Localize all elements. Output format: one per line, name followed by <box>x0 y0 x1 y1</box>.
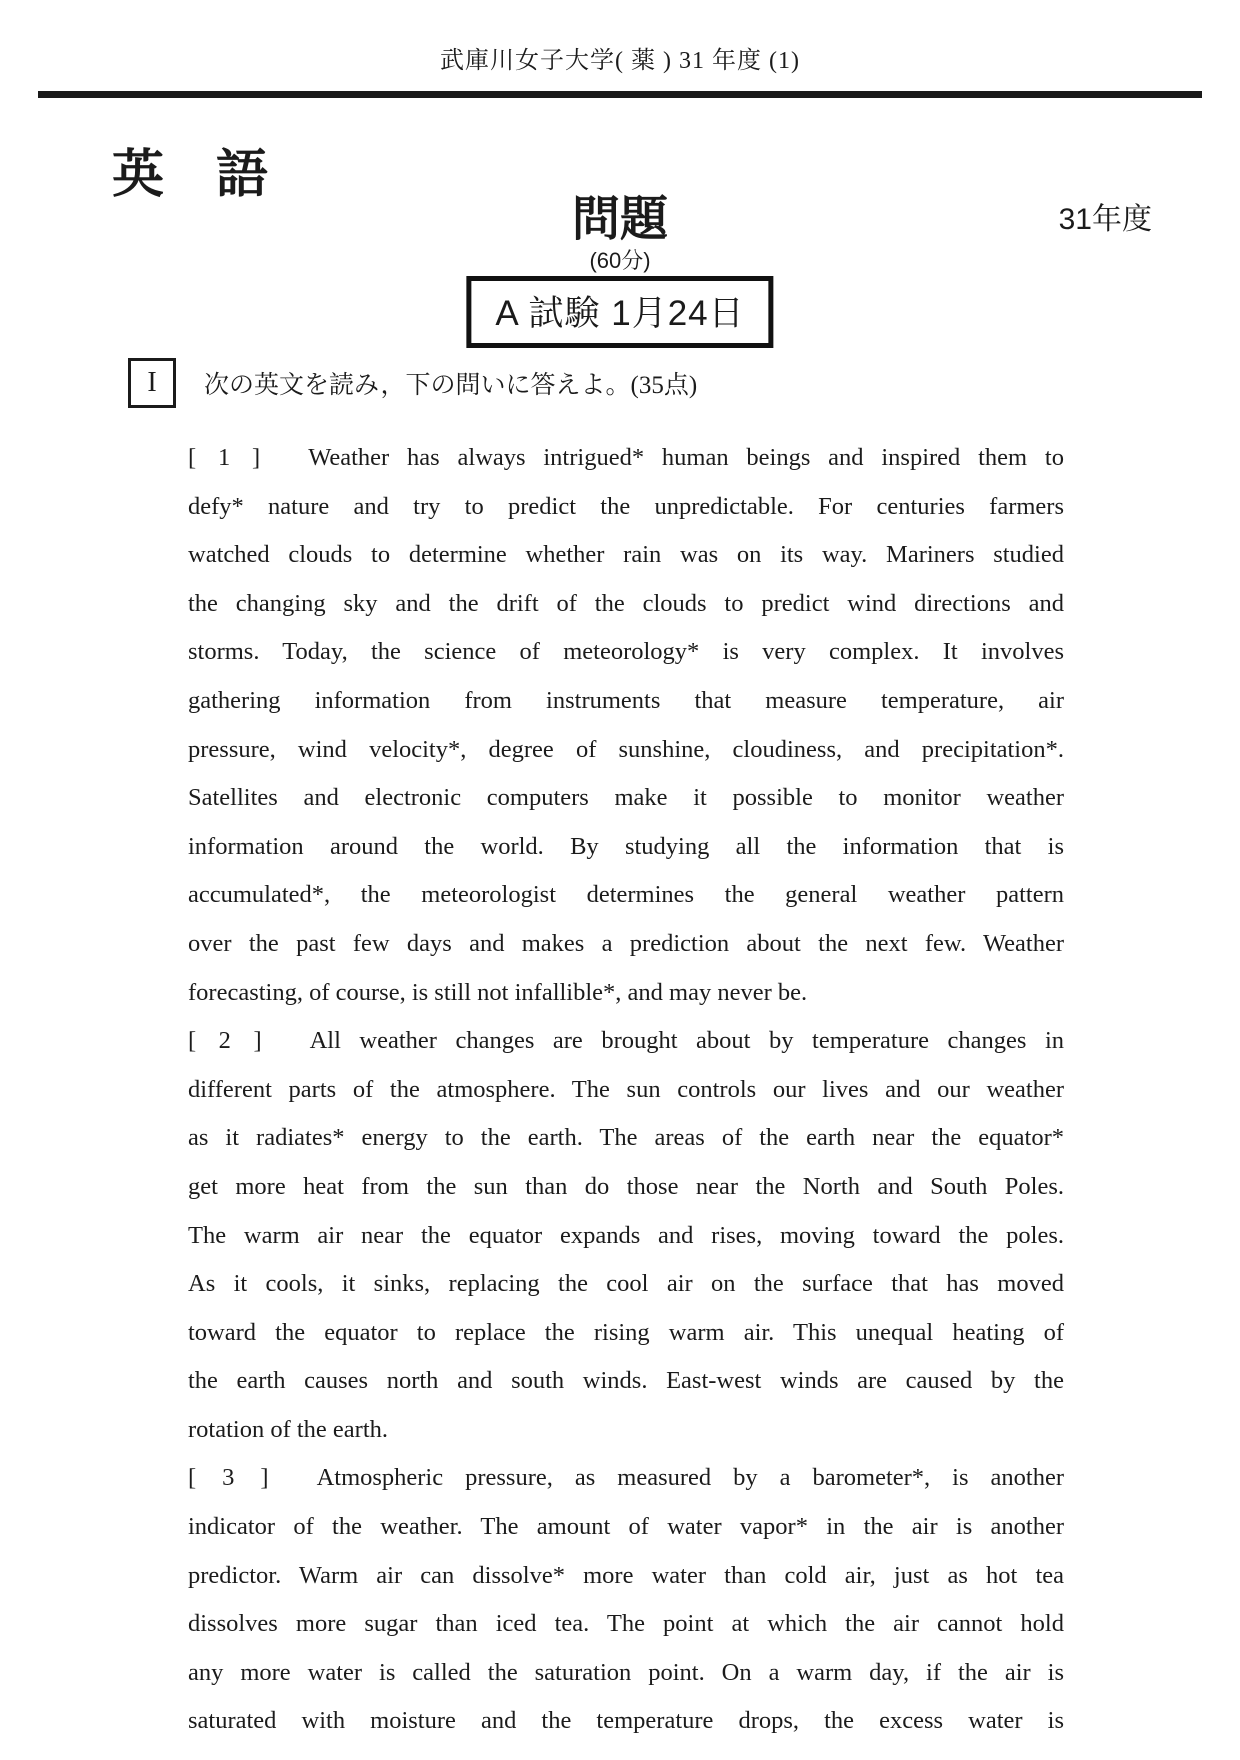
subject-title: 英 語 <box>112 146 269 204</box>
passage-line: the earth causes north and south winds. East-west winds are caused by the <box>188 1367 1064 1395</box>
section-number-box: I <box>128 358 176 408</box>
passage-line: toward the equator to replace the rising warm air. This unequal heating of <box>188 1318 1064 1346</box>
passage-line: information around the world. By studying all the information that is <box>188 832 1064 860</box>
passage-line: any more water is called the saturation point. On a warm day, if the air is <box>188 1658 1064 1686</box>
passage-line: storms. Today, the science of meteorology* is very complex. It involves <box>188 638 1064 666</box>
passage-line: Satellites and electronic computers make it possible to monitor weather <box>188 784 1064 812</box>
paragraph-label: [ 1 ] <box>188 444 263 471</box>
passage-line: gathering information from instruments that measure temperature, air <box>188 686 1064 714</box>
passage-line: The warm air near the equator expands and rises, moving toward the poles. <box>188 1221 1064 1249</box>
passage-line: As it cools, it sinks, replacing the cool air on the surface that has moved <box>188 1270 1064 1298</box>
passage-line: dissolves more sugar than iced tea. The point at which the air cannot hold <box>188 1610 1064 1638</box>
passage-line: as it radiates* energy to the earth. The areas of the earth near the equator* <box>188 1124 1064 1152</box>
paragraph-1 <box>188 434 1064 1017</box>
header-rule <box>38 91 1202 98</box>
passage-line: forecasting, of course, is still not infallible*, and may never be. <box>188 978 808 1006</box>
passage-line: over the past few days and makes a prediction about the next few. Weather <box>188 929 1064 957</box>
reading-passage <box>188 434 1064 1746</box>
paragraph-line-text: Weather has always intrigued* human beings and inspired them to <box>308 444 1064 471</box>
passage-line: get more heat from the sun than do those near the North and South Poles. <box>188 1172 1064 1200</box>
passage-line: watched clouds to determine whether rain was on its way. Mariners studied <box>188 541 1064 569</box>
paragraph-3 <box>188 1454 1064 1746</box>
section-heading <box>128 358 1240 408</box>
year-label: 31年度 <box>1058 203 1152 236</box>
passage-line: accumulated*, the meteorologist determines the general weather pattern <box>188 881 1064 909</box>
exam-session-box: A 試験 1月24日 <box>466 276 773 348</box>
page-header: 武庫川女子大学( 薬 ) 31 年度 (1) <box>440 48 800 74</box>
paragraph-label: [ 3 ] <box>188 1464 271 1492</box>
passage-line: different parts of the atmosphere. The sun controls our lives and our weather <box>188 1075 1064 1103</box>
passage-line <box>188 434 1064 483</box>
exam-duration: (60分) <box>589 248 651 273</box>
passage-line <box>188 1454 1064 1503</box>
passage-line: the changing sky and the drift of the clouds to predict wind directions and <box>188 589 1064 617</box>
passage-line <box>188 1017 1064 1066</box>
passage-line: rotation of the earth. <box>188 1415 389 1443</box>
title-area <box>0 98 1240 358</box>
passage-line: predictor. Warm air can dissolve* more water than cold air, just as hot tea <box>188 1561 1064 1589</box>
paragraph-label: [ 2 ] <box>188 1027 264 1055</box>
paragraph-line-text: Atmospheric pressure, as measured by a barometer*, is another <box>316 1464 1064 1492</box>
paragraph-2 <box>188 1017 1064 1454</box>
passage-line: saturated with moisture and the temperature drops, the excess water is <box>188 1707 1064 1735</box>
exam-title: 問題 <box>571 193 669 246</box>
paragraph-line-text: All weather changes are brought about by temperature changes in <box>309 1027 1064 1055</box>
passage-line: defy* nature and try to predict the unpredictable. For centuries farmers <box>188 492 1064 520</box>
passage-line: indicator of the weather. The amount of water vapor* in the air is another <box>188 1513 1064 1541</box>
passage-line: pressure, wind velocity*, degree of sunshine, cloudiness, and precipitation*. <box>188 735 1064 763</box>
section-instruction: 次の英文を読み，下の問いに答えよ。(35点) <box>204 372 698 399</box>
